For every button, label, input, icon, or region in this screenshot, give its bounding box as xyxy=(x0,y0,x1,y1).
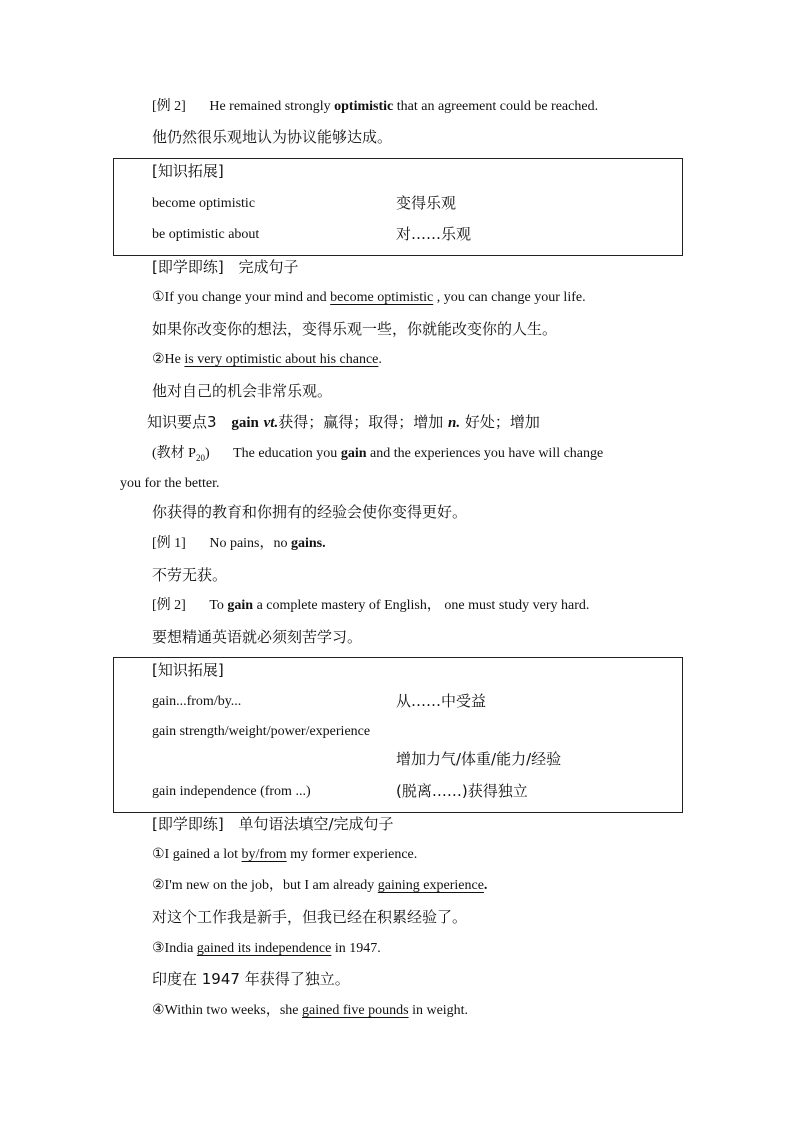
box-title: [知识拓展] xyxy=(152,162,224,180)
practice-heading: [即学即练] 单句语法填空/完成句子 xyxy=(152,815,394,833)
example-2-sentence: [例 2] To gain a complete mastery of English， one must study very hard. xyxy=(152,598,590,613)
box-row-en: become optimistic xyxy=(152,196,256,211)
answer-blank: become optimistic xyxy=(330,290,434,305)
question-2-translation: 对这个工作我是新手，但我已经在积累经验了。 xyxy=(152,908,468,926)
question-2-translation: 他对自己的机会非常乐观。 xyxy=(152,382,333,400)
example-2-translation: 他仍然很乐观地认为协议能够达成。 xyxy=(152,128,393,146)
answer-blank: gained five pounds xyxy=(302,1003,409,1018)
question-1: ①If you change your mind and become optimistic , you can change your life. xyxy=(152,290,586,305)
box-row-en: gain independence (from ...) xyxy=(152,784,311,799)
answer-blank: by/from xyxy=(241,847,287,862)
box-title: [知识拓展] xyxy=(152,661,224,679)
textbook-sentence-cont: you for the better. xyxy=(120,476,220,491)
box-row-cn: (脱离……)获得独立 xyxy=(396,782,528,800)
example-2-sentence: [例 2] He remained strongly optimistic that an agreement could be reached. xyxy=(152,99,599,114)
box-row-cn: 对……乐观 xyxy=(396,225,472,243)
question-3-translation: 印度在 1947 年获得了独立。 xyxy=(152,970,350,988)
box-row-cn: 从……中受益 xyxy=(396,692,487,710)
box-row-en: gain strength/weight/power/experience xyxy=(152,724,371,739)
keyword: gain xyxy=(340,446,367,461)
keyword: optimistic xyxy=(334,99,394,114)
answer-blank: gained its independence xyxy=(196,941,332,956)
question-1: ①I gained a lot by/from my former experience. xyxy=(152,847,418,862)
answer-blank: is very optimistic about his chance xyxy=(184,352,379,367)
question-1-translation: 如果你改变你的想法，变得乐观一些，你就能改变你的人生。 xyxy=(152,320,558,338)
question-2: ②I'm new on the job，but I am already gaining experience. xyxy=(152,878,488,893)
box-row-en: gain...from/by... xyxy=(152,694,242,709)
textbook-source: (教材 $P_{20}$) xyxy=(152,446,210,463)
practice-heading: [即学即练] 完成句子 xyxy=(152,258,299,276)
keyword: gain xyxy=(227,598,254,613)
question-4: ④Within two weeks，she gained five pounds in weight. xyxy=(152,1003,469,1018)
box-row-cn: 增加力气/体重/能力/经验 xyxy=(396,750,562,768)
example-tag: [例 2] xyxy=(152,99,186,114)
headword: gain xyxy=(231,415,259,431)
question-3: ③India gained its independence in 1947. xyxy=(152,941,381,956)
question-2: ②He is very optimistic about his chance. xyxy=(152,352,382,367)
example-1-translation: 不劳无获。 xyxy=(152,566,228,584)
box-row-cn: 变得乐观 xyxy=(396,194,457,212)
textbook-translation: 你获得的教育和你拥有的经验会使你变得更好。 xyxy=(152,503,468,521)
example-1-sentence: [例 1] No pains，no gains. xyxy=(152,536,326,551)
box-row-en: be optimistic about xyxy=(152,227,260,242)
textbook-sentence: (教材 $P_{20}$) The education you gain and the experiences you have will change xyxy=(152,446,604,463)
knowledge-point-heading: 知识要点3 gain vt.获得；赢得；取得；增加 n. 好处；增加 xyxy=(147,413,540,431)
keyword: gains. xyxy=(291,536,326,551)
example-2-translation: 要想精通英语就必须刻苦学习。 xyxy=(152,628,363,646)
answer-blank: gaining experience xyxy=(377,878,484,893)
